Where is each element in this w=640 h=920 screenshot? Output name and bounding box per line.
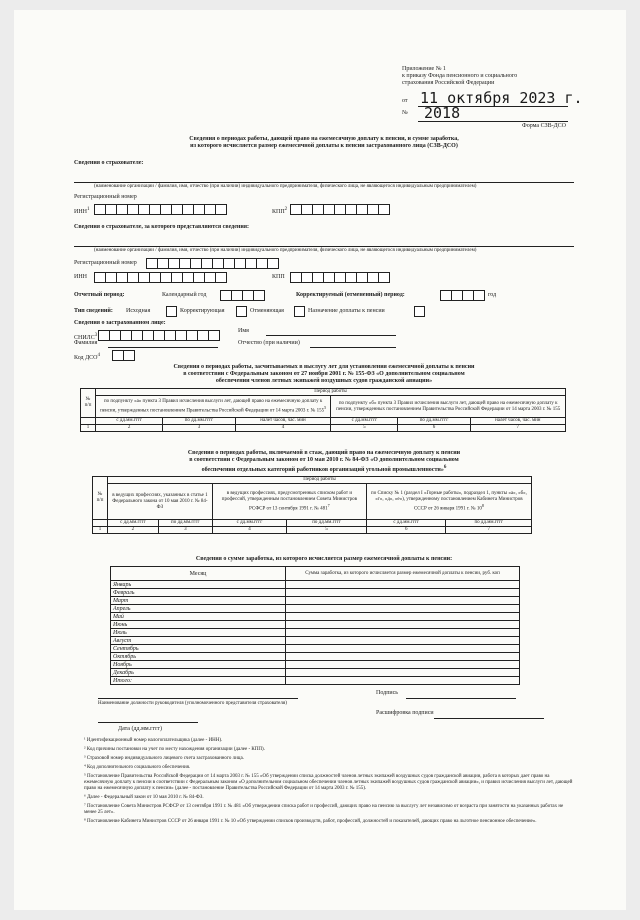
s2-sub-to-c: по дд.мм.гггг <box>446 520 532 527</box>
section3-title: Сведения о сумме заработка, из которого исчисляется размер ежемесячной доплаты к пенсии: <box>195 556 453 562</box>
represented-name-hint: (наименование организации / фамилия, имя, отчество (при наличии) индивидуального предпринимателя, физического лица, не являющегося индивидуальным предпринимателем) <box>94 248 477 253</box>
section2-title-line-1: Сведения о периодах работы, включаемой в стаж, дающий право на ежемесячную доплату к пенсии <box>187 450 461 456</box>
s1-num: 7 <box>470 425 565 432</box>
represented-heading: Сведения о страхователе, за которого представляются сведения: <box>74 224 250 230</box>
order-line-2: страхования Российской Федерации <box>402 80 495 86</box>
s2-num: 1 <box>93 527 108 534</box>
signature-label: Подпись <box>376 690 399 696</box>
appendix-block <box>402 66 602 87</box>
s2-sub-from-a: с дд.мм.гггг <box>108 520 159 527</box>
s2-num: 2 <box>108 527 159 534</box>
insurer-name-hint: (наименование организации / фамилия, имя, отчество (при наличии) индивидуального предпринимателя, физического лица, не являющегося индивидуальным предпринимателем) <box>94 184 477 189</box>
s1-num: 4 <box>235 425 331 432</box>
footnote-3: ³ Страховой номер индивидуального лицевого счета застрахованного лица. <box>84 756 244 761</box>
earnings-cell[interactable] <box>286 589 520 597</box>
s2-col-c: по Списку № 1 (раздел I «Горные работы», подраздел 1, пункты «а», «б», «г», «д», «е»), утвержденному постановлением Кабинета Министров СССР от 26 января 1991 г. № $10^8$ <box>366 484 531 520</box>
s2-num: 3 <box>158 527 212 534</box>
corrected-year-suffix: год <box>488 292 497 298</box>
date-label: Дата (дд.мм.гггг) <box>118 726 162 732</box>
footnote-8: ⁸ Постановление Кабинета Министров СССР от 26 января 1991 г. № 10 «Об утверждении списков производств, работ, профессий, должностей и показателей, дающих право на льготное пенсионное обеспечение». <box>84 819 537 824</box>
order-number: 2018 <box>424 104 461 122</box>
month-cell: Март <box>111 597 286 605</box>
s2-col-a: в ведущих профессиях, указанных в статье 1 Федерального закона от 10 мая 2010 г. № 84-ФЗ <box>108 484 213 520</box>
person-heading: Сведения о застрахованном лице: <box>74 320 166 326</box>
s2-col-no: № п/п <box>93 477 108 520</box>
snils-field[interactable] <box>98 330 219 341</box>
represented-inn-field[interactable] <box>94 272 226 283</box>
footnote-4: ⁴ Код дополнительного социального обеспечения. <box>84 765 191 770</box>
form-title <box>74 136 574 150</box>
represented-reg-field[interactable] <box>146 258 278 269</box>
patronymic-label: Отчество (при наличии) <box>238 340 300 346</box>
form-title-line-2: из которого исчисляется размер ежемесячной доплаты к пенсии застрахованного лица (СЗВ-ДСО) <box>190 143 458 149</box>
dso-label: Код ДСО$^4$ <box>74 353 101 361</box>
earnings-cell[interactable] <box>286 637 520 645</box>
month-cell: Январь <box>111 581 286 589</box>
month-cell: Июль <box>111 629 286 637</box>
insurer-kpp-label: КПП$^2$ <box>272 207 288 215</box>
number-prefix: № <box>402 110 408 116</box>
section1-title <box>74 364 574 385</box>
section2-title-line-2: в соответствии с Федеральным законом от 10 мая 2010 г. № 84-ФЗ «О дополнительном социальном <box>189 457 459 463</box>
insurer-kpp-field[interactable] <box>290 204 389 215</box>
order-line-1: к приказу Фонда пенсионного и социального <box>402 73 518 79</box>
s2-num: 7 <box>446 527 532 534</box>
earnings-cell[interactable] <box>286 613 520 621</box>
represented-kpp-field[interactable] <box>290 272 389 283</box>
snils-label: СНИЛС$^3$ <box>74 333 98 341</box>
period-label: Отчетный период: <box>74 292 125 298</box>
earnings-cell[interactable] <box>286 597 520 605</box>
s1-sub-from-b: с дд.мм.гггг <box>331 418 398 425</box>
dso-field[interactable] <box>112 350 134 361</box>
info-type-original-label: Исходная <box>126 308 151 314</box>
s2-col-period: Период работы <box>108 477 532 484</box>
month-cell: Декабрь <box>111 669 286 677</box>
info-type-cancel-checkbox[interactable] <box>294 306 305 317</box>
info-type-cancel-label: Отменяющая <box>250 308 284 314</box>
earnings-cell[interactable] <box>286 645 520 653</box>
month-cell: Апрель <box>111 605 286 613</box>
earnings-cell[interactable] <box>286 581 520 589</box>
month-cell: Май <box>111 613 286 621</box>
s1-num: 2 <box>96 425 163 432</box>
s1-sub-hours-b: налет часов, час. мин <box>470 418 565 425</box>
period-year-label: Календарный год <box>162 292 207 298</box>
form-name: Форма СЗВ-ДСО <box>522 123 567 129</box>
earnings-col-sum: Сумма заработка, из которого исчисляется размер ежемесячной доплаты к пенсии, руб. коп <box>286 567 520 581</box>
earnings-cell[interactable] <box>286 621 520 629</box>
earnings-col-month: Месяц <box>111 567 286 581</box>
info-type-corrective-checkbox[interactable] <box>236 306 247 317</box>
insurer-inn-label: ИНН$^1$ <box>74 207 90 215</box>
earnings-cell[interactable] <box>286 629 520 637</box>
represented-inn-label: ИНН <box>74 274 87 280</box>
s1-sub-hours-a: налет часов, час. мин <box>235 418 331 425</box>
s1-num: 1 <box>81 425 96 432</box>
footnote-6: ⁶ Далее - Федеральный закон от 10 мая 2010 г. № 84-ФЗ. <box>84 795 204 800</box>
s1-num: 6 <box>398 425 470 432</box>
order-date: 11 октября 2023 г. <box>420 89 583 107</box>
footnote-2: ² Код причины постановки на учет по месту нахождения организации (далее - КПП). <box>84 747 265 752</box>
represented-reg-label: Регистрационный номер <box>74 260 137 266</box>
info-type-assign-label: Назначение доплаты к пенсии <box>308 308 385 314</box>
month-cell: Февраль <box>111 589 286 597</box>
month-cell: Октябрь <box>111 653 286 661</box>
info-type-assign-checkbox[interactable] <box>414 306 425 317</box>
s2-num: 4 <box>212 527 286 534</box>
s1-sub-from-a: с дд.мм.гггг <box>96 418 163 425</box>
earnings-table <box>110 566 520 685</box>
s1-col-period: Период работы <box>96 389 566 396</box>
corrected-year-field[interactable] <box>440 290 484 301</box>
corrected-period-label: Корректируемый (отмененный) период: <box>296 292 405 298</box>
s1-col-no: № п/п <box>81 389 96 418</box>
section1-title-line-1: Сведения о периодах работы, засчитываемых в выслугу лет для установления ежемесячной доплаты к пенсии <box>173 364 475 370</box>
footnotes <box>84 738 576 828</box>
earnings-cell[interactable] <box>286 669 520 677</box>
info-type-label: Тип сведений: <box>74 308 113 314</box>
month-cell-total: Итого: <box>111 677 286 685</box>
s1-sub-to-a: по дд.мм.гггг <box>163 418 235 425</box>
month-cell: Август <box>111 637 286 645</box>
footnote-7: ⁷ Постановление Совета Министров РСФСР от 13 сентября 1991 г. № 481 «Об утверждении списка работ и профессий, дающих право на пенсию за выслугу лет независимо от возраста при занятости на указанных работах не менее 25 лет». <box>84 804 564 815</box>
earnings-total-cell[interactable] <box>286 677 520 685</box>
s2-sub-to-b: по дд.мм.гггг <box>287 520 367 527</box>
earnings-cell[interactable] <box>286 661 520 669</box>
form-page <box>14 10 626 910</box>
earnings-cell[interactable] <box>286 605 520 613</box>
footnote-5: ⁵ Постановление Правительства Российской Федерации от 14 марта 2003 г. № 155 «Об утверждении списка должностей членов летных экипажей воздушных судов гражданской авиации, работа в которых дает право на ежемесячную доплату к пенсии в соответствии с Федеральным законом «О дополнительном социальном обеспечении членов летных экипажей воздушных судов гражданской авиации», и правил исчисления выслуги лет, дающей право на ежемесячную доплату к пенсии» (далее - постановление Правительства Российской Федерации от 14 марта 2003 г. № 155). <box>84 774 573 791</box>
insurer-reg-label: Регистрационный номер <box>74 194 137 200</box>
form-title-line-1: Сведения о периодах работы, дающей право на ежемесячную доплату к пенсии, и сумме заработка, <box>189 136 459 142</box>
s1-col-a: по подпункту «а» пункта 3 Правил исчисления выслуги лет, дающей право на ежемесячную доплату к пенсии, утвержденных постановлением Правительства Российской Федерации от 14 марта 2003 г. № $155^5$ <box>96 396 331 418</box>
s2-sub-from-c: с дд.мм.гггг <box>366 520 446 527</box>
footnote-1: ¹ Идентификационный номер налогоплательщика (далее - ИНН). <box>84 738 223 743</box>
s1-num: 5 <box>331 425 398 432</box>
represented-kpp-label: КПП <box>272 274 285 280</box>
section2-table <box>92 476 532 534</box>
month-cell: Сентябрь <box>111 645 286 653</box>
s1-col-b: по подпункту «б» пункта 3 Правил исчисления выслуги лет, дающей право на ежемесячную доплату к пенсии, утвержденных постановлением Правительства Российской Федерации от 14 марта 2003 г. № 155 <box>331 396 566 418</box>
s1-sub-to-b: по дд.мм.гггг <box>398 418 470 425</box>
s2-col-b: в ведущих профессиях, предусмотренных списком работ и профессий, утвержденным постановлением Совета Министров РСФСР от 13 сентября 1991 г. № $481^7$ <box>212 484 366 520</box>
s2-num: 6 <box>366 527 446 534</box>
info-type-original-checkbox[interactable] <box>166 306 177 317</box>
section1-title-line-3: обеспечении членов летных экипажей воздушных судов гражданской авиации» <box>215 378 433 384</box>
section1-table <box>80 388 566 432</box>
section2-title <box>74 450 574 474</box>
position-hint: Наименование должности руководителя (уполномоченного представителя страхователя) <box>98 701 287 706</box>
insurer-inn-field[interactable] <box>94 204 226 215</box>
insurer-heading: Сведения о страхователе: <box>74 160 144 166</box>
s2-sub-to-a: по дд.мм.гггг <box>158 520 212 527</box>
s2-sub-from-b: с дд.мм.гггг <box>212 520 286 527</box>
signature-decode-label: Расшифровка подписи <box>376 710 434 716</box>
earnings-cell[interactable] <box>286 653 520 661</box>
period-year-field[interactable] <box>220 290 264 301</box>
appendix-label: Приложение № 1 <box>402 66 446 72</box>
s2-num: 5 <box>287 527 367 534</box>
section1-title-line-2: в соответствии с Федеральным законом от 27 ноября 2001 г. № 155-ФЗ «О дополнительном социальном <box>183 371 465 377</box>
name-label: Имя <box>238 328 249 334</box>
date-prefix: от <box>402 98 408 104</box>
section2-title-line-3: обеспечении отдельных категорий работников организаций угольной промышленности»$^6$ <box>201 465 447 473</box>
surname-label: Фамилия <box>74 340 98 346</box>
info-type-corrective-label: Корректирующая <box>180 308 225 314</box>
s1-num: 3 <box>163 425 235 432</box>
month-cell: Июнь <box>111 621 286 629</box>
month-cell: Ноябрь <box>111 661 286 669</box>
